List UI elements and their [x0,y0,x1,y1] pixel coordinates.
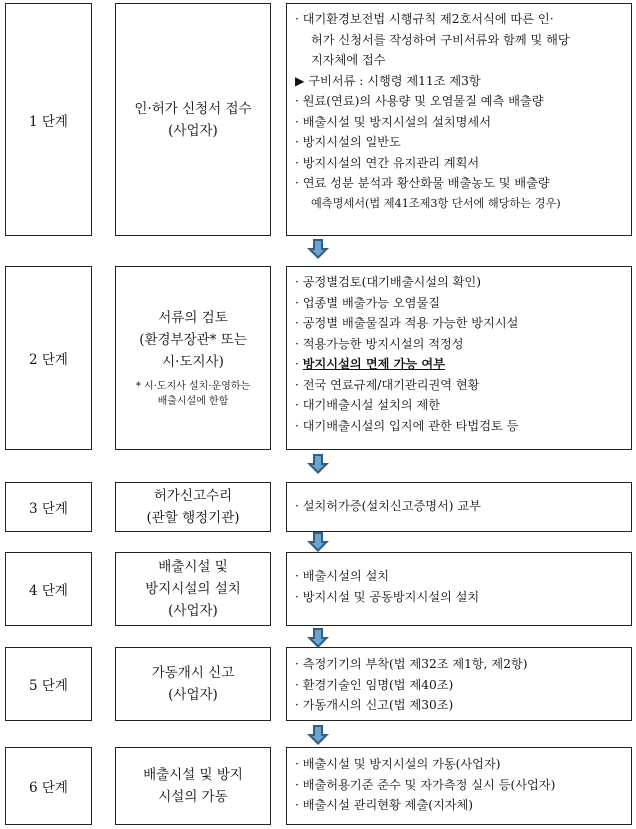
detail-item [295,50,623,71]
detail-item [295,795,623,816]
stage-title-line: (사업자) [168,687,218,703]
stage-title-box [115,747,271,825]
detail-item [295,566,623,587]
detail-text: 배출시설 관리현황 제출(지자체) [302,798,474,812]
detail-text: 업종별 배출가능 오염물질 [302,295,441,310]
stage-title-box [115,266,271,450]
stage-title-line: 허가신고수리 [153,488,233,504]
stage-details-box [286,647,632,721]
stage-label: 5 단계 [29,678,68,694]
detail-text: 방지시설의 연간 유지관리 계획서 [302,155,480,170]
stage-label-box [5,3,92,236]
detail-item [295,272,623,293]
detail-text: 예측명세서(법 제41조제3항 단서에 해당하는 경우) [311,196,561,210]
detail-item [295,334,623,355]
detail-text: 배출시설의 설치 [302,569,390,583]
detail-text: 원료(연료)의 사용량 및 오염물질 예측 배출량 [302,94,544,108]
detail-item [295,754,623,775]
detail-text: 배출시설 및 방지시설의 가동(사업자) [302,757,501,771]
footnote-line: 배출시설에 한함 [157,396,229,407]
stage-title-line: (관할 행정기관) [146,510,240,526]
detail-text: 지자체에 접수 [311,53,386,67]
detail-item [295,71,623,92]
stage-title-line: 시설의 가동 [158,789,228,805]
stage-title-line: (환경부장관* 또는 [139,332,247,348]
detail-item [295,30,623,51]
detail-item [295,9,623,30]
stage-title-line: (사업자) [168,122,218,139]
stage-title-line: 배출시설 및 방지 [143,767,243,783]
detail-text: 방지시설 및 공동방지시설의 설치 [302,589,480,604]
stage-details-box [286,482,632,532]
detail-text: 방지시설의 면제 가능 여부 [302,357,445,371]
detail-text: 공정별검토(대기배출시설의 확인) [302,275,481,289]
detail-text: 배출허용기준 준수 및 자가측정 실시 등(사업자) [302,777,556,792]
detail-item [295,91,623,112]
down-arrow-icon [306,238,330,260]
stage-label-box [5,747,92,825]
stage-title-line: (사업자) [168,603,218,619]
stage-details-box [286,266,632,450]
stage-title-line: 가동개시 신고 [151,665,235,681]
stage-label: 1 단계 [29,113,68,130]
detail-item [295,173,623,194]
detail-text: ▶ 구비서류 : 시행령 제11조 제3항 [295,73,481,88]
stage-footnote [136,379,250,409]
detail-item [295,153,623,174]
stage-title-line: 서류의 검토 [158,310,228,326]
detail-text: 설치허가증(설치신고증명서) 교부 [302,499,481,513]
stage-title-box [115,647,271,721]
detail-item [295,354,623,375]
detail-text: 배출시설 및 방지시설의 설치명세서 [302,114,491,129]
detail-text: 적용가능한 방지시설의 적정성 [302,336,464,351]
stage-title-line: 시·도지사) [162,354,224,370]
detail-item [295,675,623,696]
stage-details-box [286,552,632,626]
detail-item [295,132,623,153]
detail-item [295,194,623,215]
detail-text: 공정별 배출물질과 적용 가능한 방지시설 [302,316,519,330]
stage-title-box [115,482,271,532]
detail-item [295,313,623,334]
stage-label: 3 단계 [29,501,68,517]
down-arrow-icon [306,627,330,649]
stage-details-box [286,3,632,236]
detail-text: 대기환경보전법 시행규칙 제2호서식에 따른 인· [302,12,554,26]
stage-label-box [5,266,92,450]
footnote-line: * 시·도지사 설치·운영하는 [135,381,251,392]
detail-text: 가동개시의 신고(법 제30조) [302,698,454,712]
stage-label: 6 단계 [29,780,68,796]
stage-label-box [5,647,92,721]
detail-text: 방지시설의 일반도 [302,135,401,149]
stage-title-line: 배출시설 및 [158,559,228,575]
detail-text: 환경기술인 임명(법 제40조) [302,677,454,692]
stage-title-box [115,3,271,236]
down-arrow-icon [306,724,330,746]
detail-item [295,293,623,314]
detail-text: 전국 연료규제/대기관리권역 현황 [302,377,480,392]
detail-item [295,587,623,608]
down-arrow-icon [306,531,330,553]
stage-label: 4 단계 [29,583,68,599]
stage-title-line: 인·허가 신청서 접수 [134,100,252,117]
detail-item [295,112,623,133]
stage-title-line: 방지시설의 설치 [145,581,241,597]
detail-item [295,695,623,716]
detail-item [295,496,623,517]
stage-label-box [5,552,92,626]
detail-item [295,775,623,796]
detail-text: 측정기기의 부착(법 제32조 제1항, 제2항) [302,657,528,671]
detail-item [295,654,623,675]
detail-item [295,395,623,416]
detail-item [295,416,623,437]
stage-title-box [115,552,271,626]
down-arrow-icon [306,453,330,475]
detail-item [295,375,623,396]
detail-text: 연료 성분 분석과 황산화물 배출농도 및 배출량 [302,176,550,190]
detail-text: 대기배출시설의 입지에 관한 타법검토 등 [302,418,519,433]
detail-text: 허가 신청서를 작성하여 구비서류와 함께 및 해당 [311,32,570,47]
detail-text: 대기배출시설 설치의 제한 [302,398,441,412]
stage-label-box [5,482,92,532]
stage-label: 2 단계 [29,352,68,368]
stage-details-box [286,747,632,825]
